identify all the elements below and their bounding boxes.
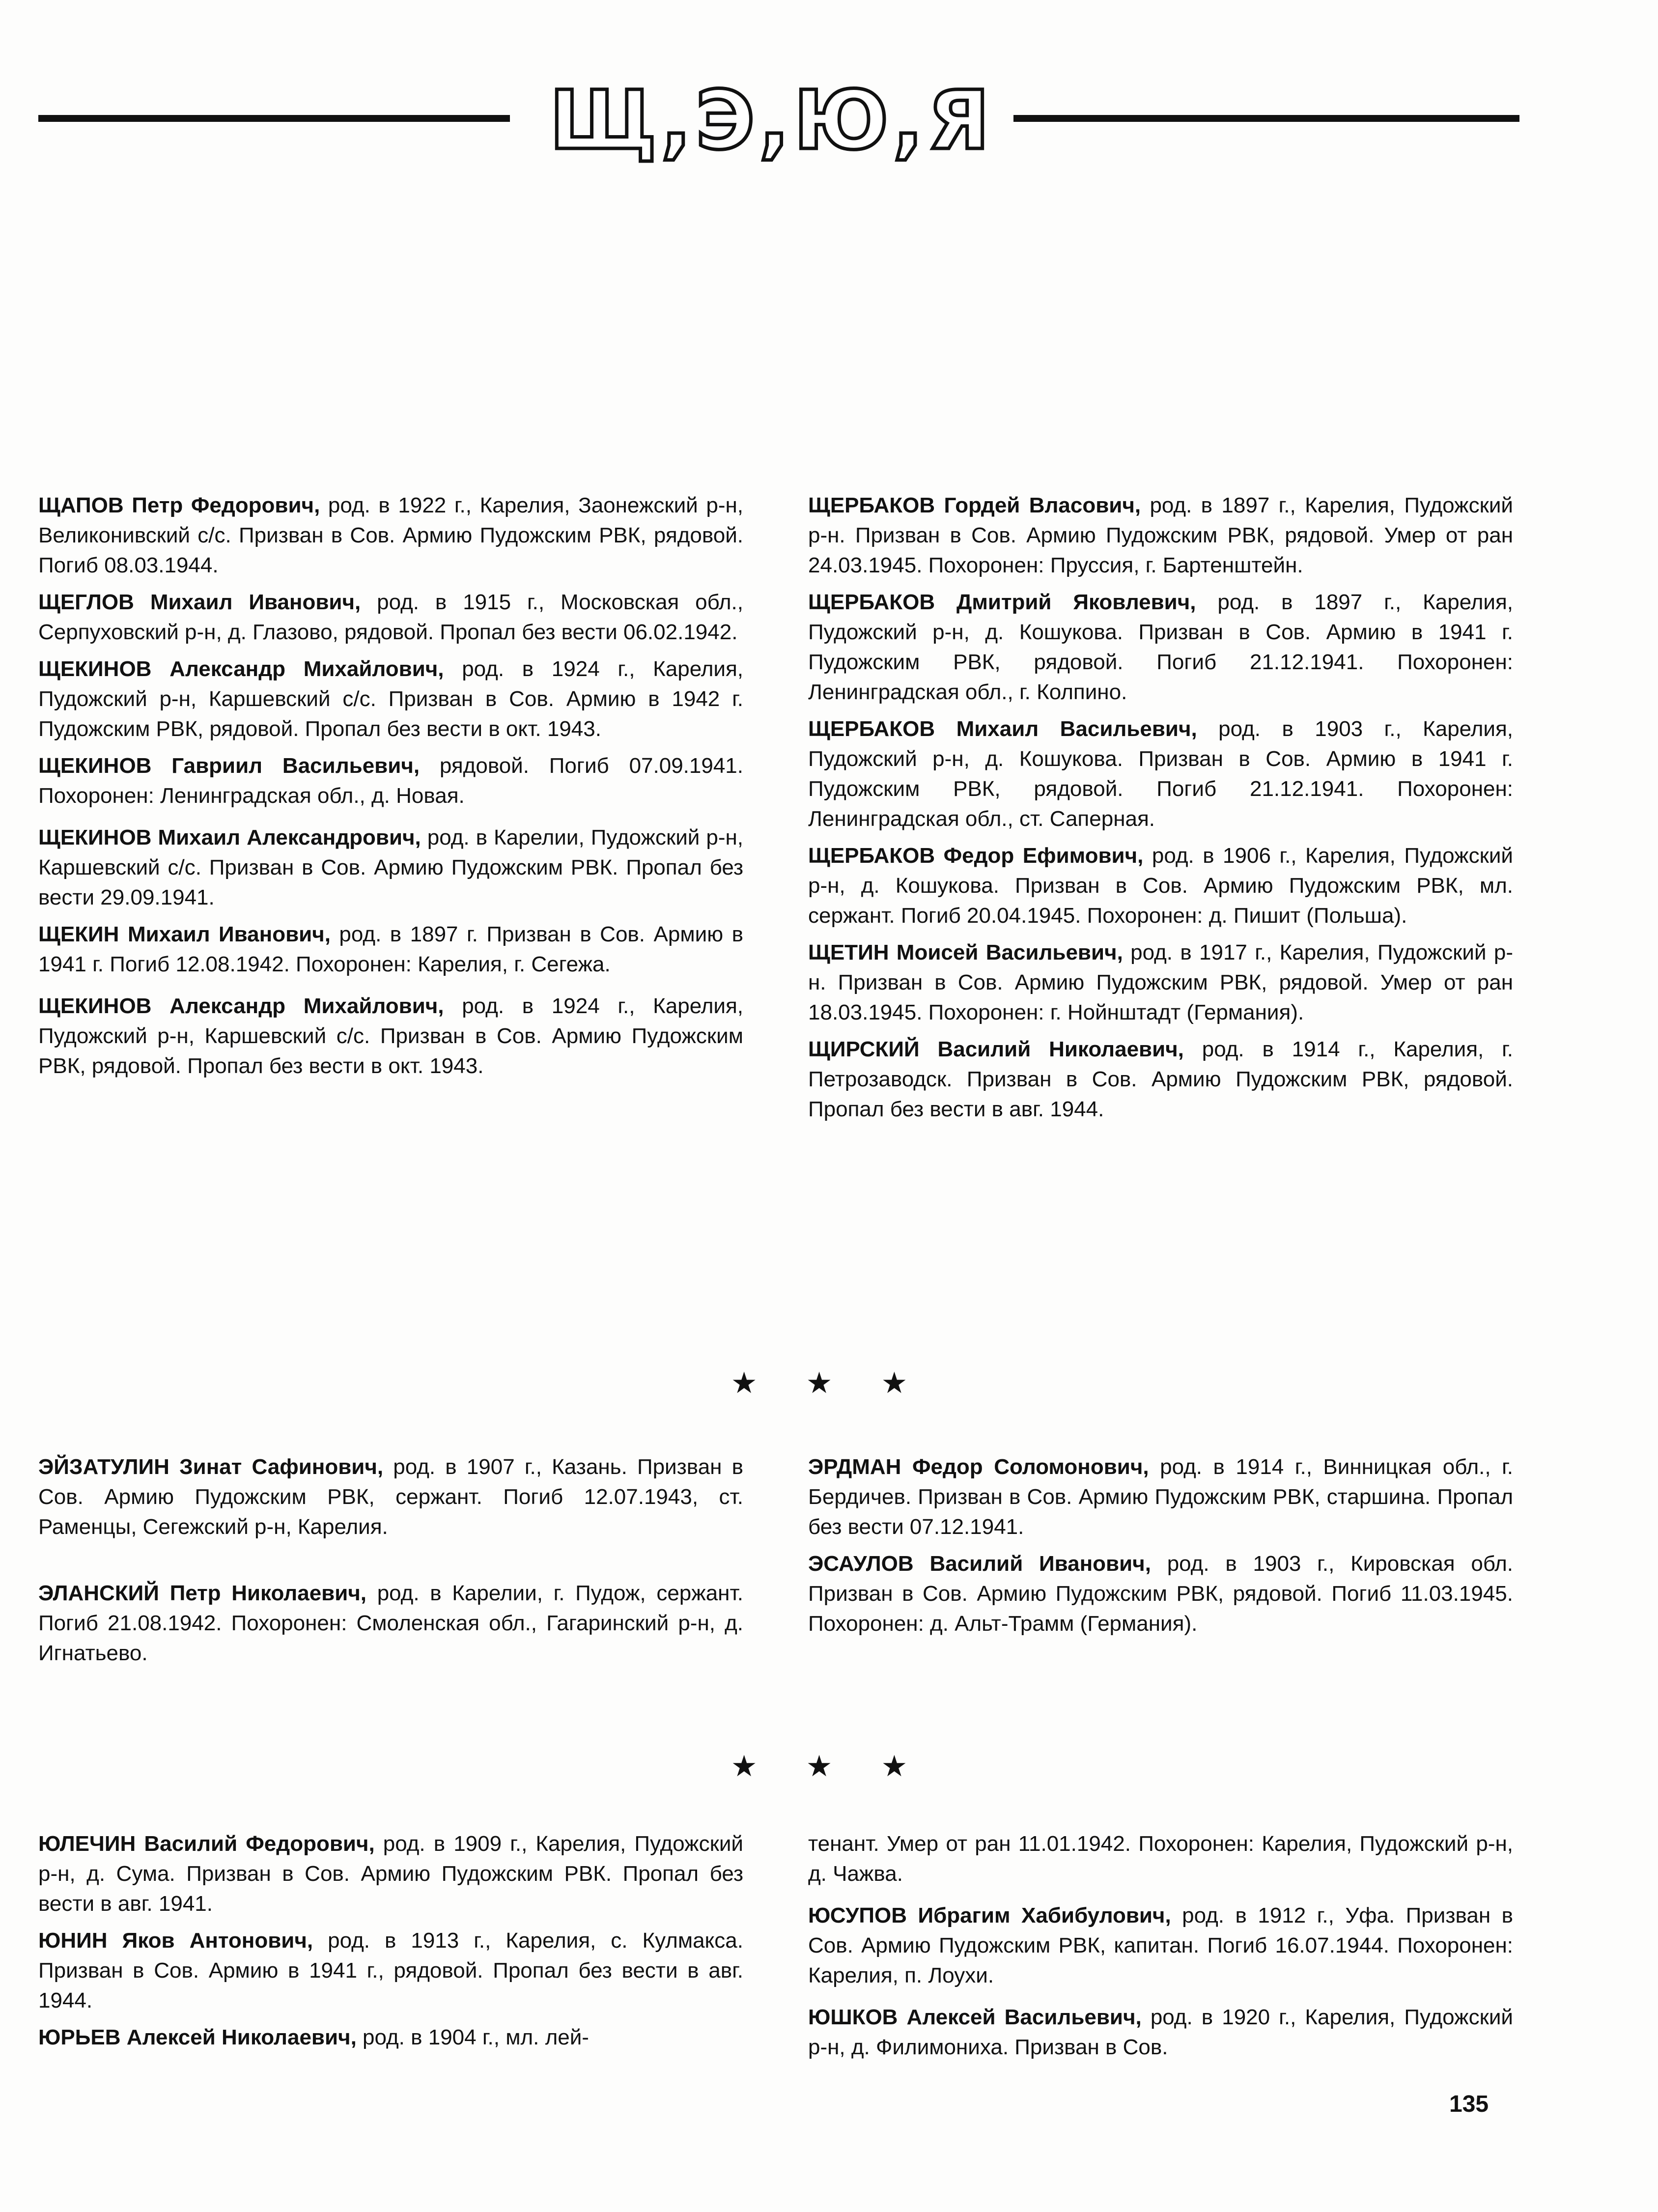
- entry: ЩЕГЛОВ Михаил Иванович, род. в 1915 г., Московская обл., Серпуховский р-н, д. Глазово, рядовой. Пропал без вести 06.02.1942.: [38, 590, 743, 644]
- page-number: 135: [1449, 2091, 1489, 2117]
- section-e-left-column: [38, 1452, 743, 1675]
- section-yu-left-column: [38, 1829, 743, 2059]
- entry: ЮРЬЕВ Алексей Николаевич, род. в 1904 г., мл. лей-: [38, 2025, 589, 2049]
- entry: ЮСУПОВ Ибрагим Хабибулович, род. в 1912 г., Уфа. Призван в Сов. Армию Пудожским РВК, капитан. Погиб 16.07.1944. Похоронен: Карелия, п. Лоухи.: [808, 1903, 1513, 1987]
- entry: ЭСАУЛОВ Василий Иванович, род. в 1903 г., Кировская обл. Призван в Сов. Армию Пудожским РВК, рядовой. Погиб 11.03.1945. Похоронен: д. Альт-Трамм (Германия).: [808, 1552, 1513, 1636]
- entry: ЩЕКИН Михаил Иванович, род. в 1897 г. Призван в Сов. Армию в 1941 г. Погиб 12.08.1942. Похоронен: Карелия, г. Сегежа.: [38, 922, 743, 976]
- section-shch-left-column: [38, 490, 743, 1088]
- entry: ЭРДМАН Федор Соломонович, род. в 1914 г., Винницкая обл., г. Бердичев. Призван в Сов. Армию Пудожским РВК, старшина. Пропал без вести 07.12.1941.: [808, 1455, 1514, 1539]
- section-header: [38, 74, 1519, 167]
- entry: ЩАПОВ Петр Федорович, род. в 1922 г., Карелия, Заонежский р-н, Великонивский с/с. Призван в Сов. Армию Пудожским РВК, рядовой. Погиб 08.03.1944.: [38, 493, 744, 577]
- section-e-right-column: [808, 1452, 1513, 1645]
- header-rule-left: [38, 115, 510, 122]
- entry: ЩЕКИНОВ Михаил Александрович, род. в Карелии, Пудожский р-н, Каршевский с/с. Призван в Сов. Армию Пудожским РВК. Пропал без вести 29.09.1941.: [38, 825, 743, 909]
- entry: ЮЛЕЧИН Василий Федорович, род. в 1909 г., Карелия, Пудожский р-н, д. Сума. Призван в Сов. Армию Пудожским РВК. Пропал без вести в авг. 1941.: [38, 1832, 743, 1916]
- entry: ЩЕРБАКОВ Дмитрий Яковлевич, род. в 1897 г., Карелия, Пудожский р-н, д. Кошукова. Призван в Сов. Армию в 1941 г. Пудожским РВК, рядовой. Погиб 21.12.1941. Похоронен: Ленинградская обл., г. Колпино.: [808, 590, 1514, 704]
- entry: ЩЕКИНОВ Александр Михайлович, род. в 1924 г., Карелия, Пудожский р-н, Каршевский с/с. Призван в Сов. Армию Пудожским РВК, рядовой. Пропал без вести в окт. 1943.: [38, 994, 744, 1078]
- section-separator: ★ ★ ★: [731, 1749, 927, 1784]
- entry: ЩИРСКИЙ Василий Николаевич, род. в 1914 г., Карелия, г. Петрозаводск. Призван в Сов. Армию Пудожским РВК, рядовой. Пропал без вести в авг. 1944.: [808, 1037, 1513, 1121]
- entry: ЮНИН Яков Антонович, род. в 1913 г., Карелия, с. Кулмакса. Призван в Сов. Армию в 1941 г., рядовой. Пропал без вести в авг. 1944.: [38, 1928, 743, 2013]
- entry: ЩЕРБАКОВ Федор Ефимович, род. в 1906 г., Карелия, Пудожский р-н, д. Кошукова. Призван в Сов. Армию Пудожским РВК, мл. сержант. Погиб 20.04.1945. Похоронен: д. Пишит (Польша).: [808, 844, 1513, 928]
- entry: ЭЛАНСКИЙ Петр Николаевич, род. в Карелии, г. Пудож, сержант. Погиб 21.08.1942. Похоронен: Смоленская обл., Гагаринский р-н, д. Игнатьево.: [38, 1581, 743, 1665]
- section-separator: ★ ★ ★: [731, 1366, 927, 1400]
- header-rule-right: [1013, 115, 1519, 122]
- entry: ЩЕКИНОВ Александр Михайлович, род. в 1924 г., Карелия, Пудожский р-н, Каршевский с/с. Призван в Сов. Армию в 1942 г. Пудожским РВК, рядовой. Пропал без вести в окт. 1943.: [38, 657, 744, 741]
- section-shch-right-column: [808, 490, 1513, 1131]
- entry: ЩЕТИН Моисей Васильевич, род. в 1917 г., Карелия, Пудожский р-н. Призван в Сов. Армию Пудожским РВК, рядовой. Умер от ран 18.03.1945. Похоронен: г. Нойнштадт (Германия).: [808, 940, 1513, 1024]
- entry: ЩЕРБАКОВ Гордей Власович, род. в 1897 г., Карелия, Пудожский р-н. Призван в Сов. Армию Пудожским РВК, рядовой. Умер от ран 24.03.1945. Похоронен: Пруссия, г. Бартенштейн.: [808, 493, 1513, 577]
- entry: ЮШКОВ Алексей Васильевич, род. в 1920 г., Карелия, Пудожский р-н, д. Филимониха. Призван в Сов.: [808, 2005, 1513, 2059]
- entry: тенант. Умер от ран 11.01.1942. Похоронен: Карелия, Пудожский р-н, д. Чажва.: [808, 1832, 1513, 1886]
- entry: ЩЕРБАКОВ Михаил Васильевич, род. в 1903 г., Карелия, Пудожский р-н, д. Кошукова. Призван в Сов. Армию в 1941 г. Пудожским РВК, рядовой. Погиб 21.12.1941. Похоронен: Ленинградская обл., ст. Саперная.: [808, 717, 1513, 831]
- entry: ЩЕКИНОВ Гавриил Васильевич, рядовой. Погиб 07.09.1941. Похоронен: Ленинградская обл., д. Новая.: [38, 754, 744, 808]
- entry: ЭЙЗАТУЛИН Зинат Сафинович, род. в 1907 г., Казань. Призван в Сов. Армию Пудожским РВК, сержант. Погиб 12.07.1943, ст. Раменцы, Сегежский р-н, Карелия.: [38, 1455, 743, 1539]
- section-yu-right-column: [808, 1829, 1513, 2069]
- header-letters: Щ,Э,Ю,Я: [549, 73, 994, 168]
